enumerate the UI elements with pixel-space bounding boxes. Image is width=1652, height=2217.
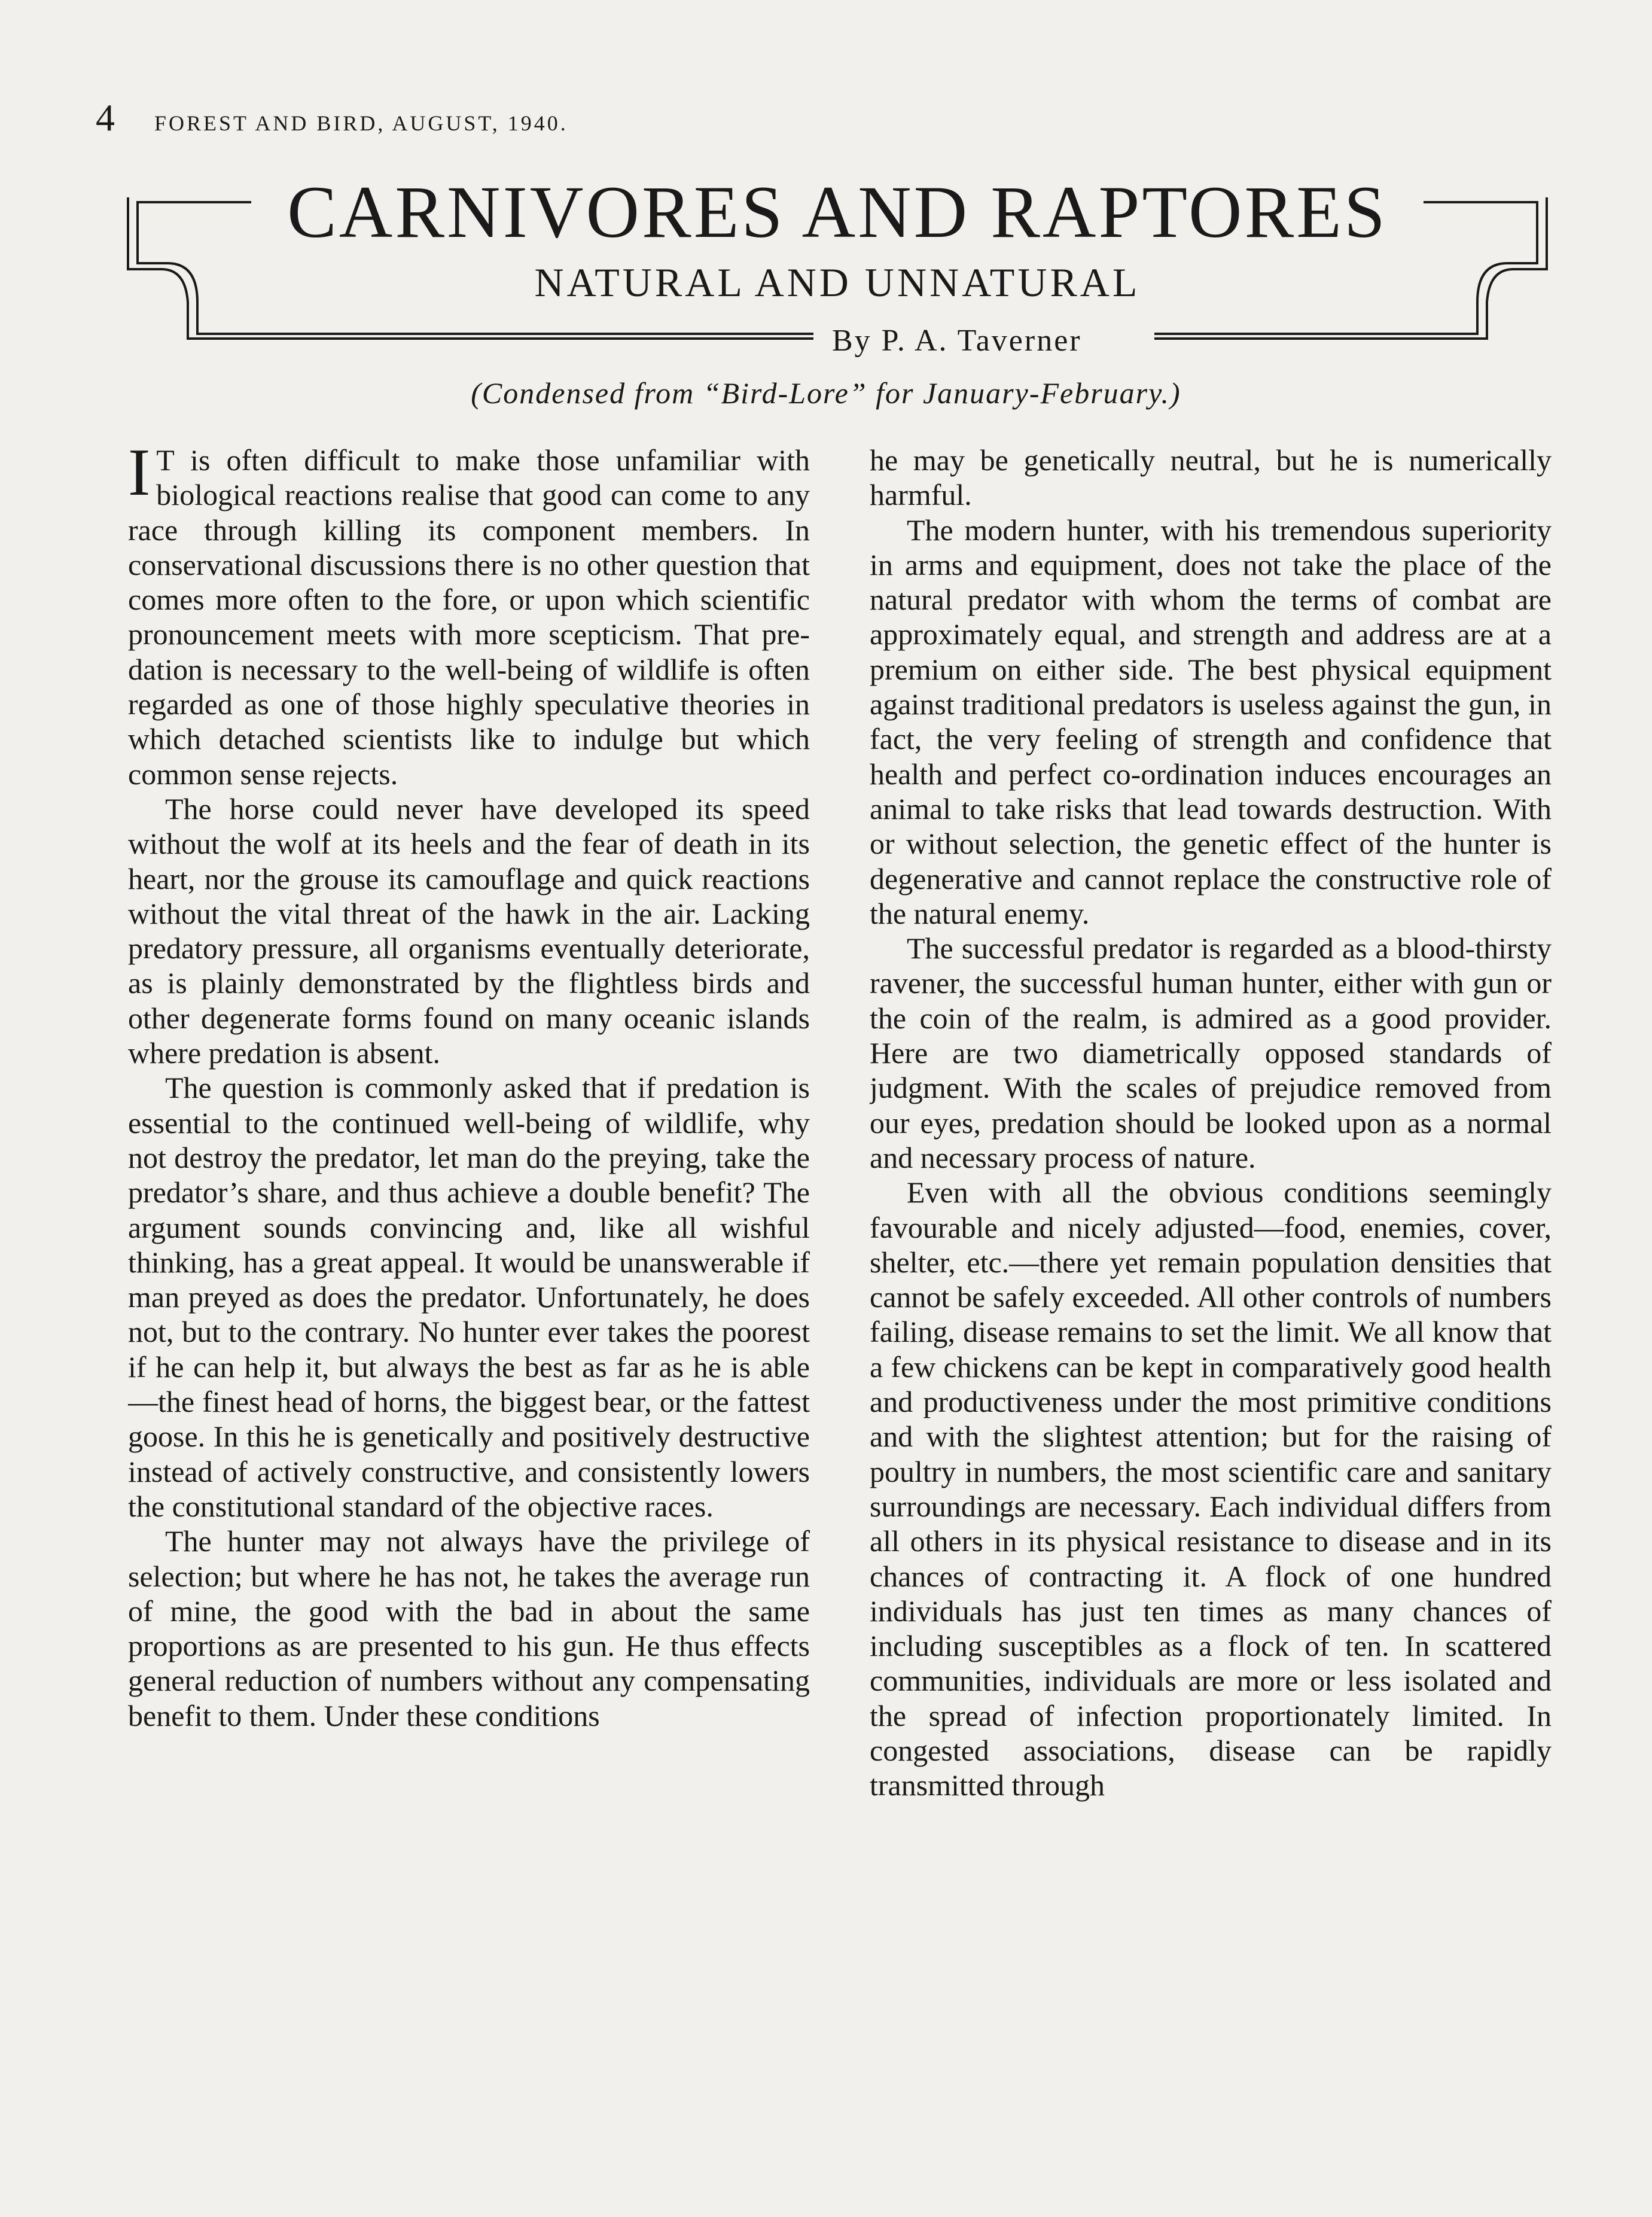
title-frame: [126, 173, 1549, 365]
paragraph: The modern hunter, with his tremendous superiority in arms and equipment, does not take the place of the natural predator with whom the terms of combat are approximately equal, and strength and address are at a premium on either side. The best physical equipment against traditional predators is useless against the gun, in fact, the very feeling of strength and confidence that health and perfect co-ordination induces encourages an animal to take risks that lead towards destruction. With or without selection, the genetic effect of the hunter is degenerative and cannot replace the constructive role of the natural enemy.: [870, 513, 1552, 930]
running-head: FOREST AND BIRD, AUGUST, 1940.: [154, 111, 568, 135]
paragraph-text: T is often difficult to make those unfamiliar with biological reactions realise that good can come to any race through killing its component members. In conservational discussions there is no other question that comes more often to the fore, or upon which scientific pronouncement meets with more scepticism. That predation is necessary to the well-being of wildlife is often regarded as one of those highly speculative theories in which detached scientists like to indulge but which common sense rejects.: [128, 443, 810, 791]
drop-cap: I: [128, 443, 151, 510]
source-note: (Condensed from “Bird-Lore” for January-February.): [471, 376, 1181, 410]
paragraph: [128, 443, 810, 791]
paragraph: The hunter may not always have the privilege of selection; but where he has not, he takes the average run of mine, the good with the bad in about the same proportions as are presented to his gun. He thus effects general reduction of numbers without any compensating benefit to them. Under these conditions: [128, 1524, 810, 1732]
article-title: CARNIVORES AND RAPTORES: [287, 171, 1388, 253]
paragraph: The question is commonly asked that if predation is essential to the continued well-being of wildlife, why not destroy the predator, let man do the preying, take the predator’s share, and thus achieve a double benefit? The argument sounds convincing and, like all wishful thinking, has a great appeal. It would be unanswerable if man preyed as does the predator. Unfortunately, he does not, but to the contrary. No hunter ever takes the poorest if he can help it, but always the best as far as he is able—the finest head of horns, the biggest bear, or the fattest goose. In this he is genetically and positively destructive instead of actively constructive, and consistently lowers the constitutional standard of the objective races.: [128, 1071, 810, 1523]
paragraph: The horse could never have developed its speed without the wolf at its heels and the fear of death in its heart, nor the grouse its camouflage and quick reactions without the vital threat of the hawk in the air. Lacking predatory pressure, all organisms eventually deteriorate, as is plainly demonstrated by the flightless birds and other degenerate forms found on many oceanic islands where predation is absent.: [128, 791, 810, 1070]
byline: By P. A. Taverner: [822, 323, 1092, 359]
article-subtitle: NATURAL AND UNNATURAL: [534, 260, 1141, 305]
paragraph: he may be genetically neutral, but he is numerically harmful.: [870, 443, 1552, 512]
paragraph: The successful predator is regarded as a blood-thirsty ravener, the successful human hunter, either with gun or the coin of the realm, is admired as a good provider. Here are two diametrically opposed standards of judgment. With the scales of prejudice removed from our eyes, predation should be looked upon as a normal and necessary process of nature.: [870, 931, 1552, 1174]
page-header: [96, 96, 568, 150]
page-number: 4: [96, 96, 115, 139]
text-column-right: [870, 443, 1552, 2046]
paragraph: Even with all the obvious conditions seemingly favourable and nicely adjusted—food, enemies, cover, shelter, etc.—there yet remain population densities that cannot be safely exceeded. All other controls of numbers failing, disease remains to set the limit. We all know that a few chickens can be kept in comparatively good health and productiveness under the most primitive conditions and with the slightest attention; but for the raising of poultry in numbers, the most scientific care and sanitary surroundings are necessary. Each individual differs from all others in its physical resistance to disease and in its chances of contracting it. A flock of one hundred individuals has just ten times as many chances of including susceptibles as a flock of ten. In scattered communities, individuals are more or less isolated and the spread of infection proportionately limited. In congested associations, disease can be rapidly transmitted through: [870, 1176, 1552, 1802]
text-column-left: [128, 443, 810, 2046]
